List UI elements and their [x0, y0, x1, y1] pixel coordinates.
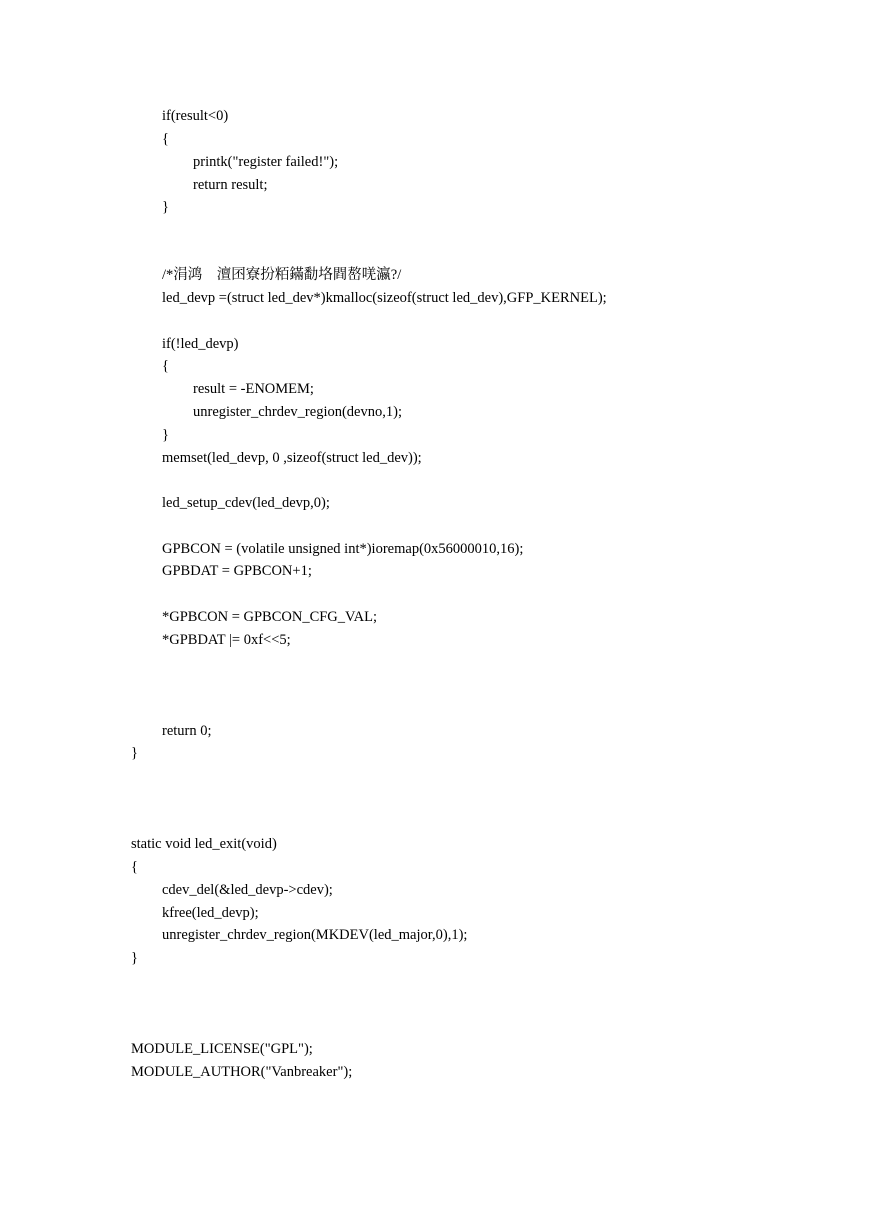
code-line: GPBCON = (volatile unsigned int*)ioremap(0x56000010,16); — [162, 541, 524, 557]
code-line: led_setup_cdev(led_devp,0); — [162, 495, 330, 511]
code-line: led_devp =(struct led_dev*)kmalloc(sizeof(struct led_dev),GFP_KERNEL); — [162, 290, 607, 306]
code-line: cdev_del(&led_devp->cdev); — [162, 882, 333, 898]
code-line: return 0; — [162, 723, 212, 739]
code-line: static void led_exit(void) — [131, 836, 277, 852]
code-comment: /*涓鸿 澶囨寮扮粨鏋勫垎閰嶅唴瀛?/ — [162, 267, 402, 283]
code-line: { — [162, 358, 169, 374]
code-line: GPBDAT = GPBCON+1; — [162, 563, 312, 579]
code-line: } — [162, 427, 169, 443]
code-line: printk("register failed!"); — [193, 154, 339, 170]
code-line: { — [162, 131, 169, 147]
code-line: { — [131, 859, 138, 875]
code-line: if(result<0) — [162, 108, 229, 124]
code-line: kfree(led_devp); — [162, 905, 259, 921]
code-line: return result; — [193, 177, 268, 193]
code-line: MODULE_AUTHOR("Vanbreaker"); — [131, 1064, 353, 1080]
code-line: result = -ENOMEM; — [193, 381, 314, 397]
code-line: unregister_chrdev_region(MKDEV(led_major,0),1); — [162, 927, 468, 943]
code-line: *GPBCON = GPBCON_CFG_VAL; — [162, 609, 377, 625]
code-line: } — [162, 199, 169, 215]
code-line: } — [131, 745, 138, 761]
code-line: *GPBDAT |= 0xf<<5; — [162, 632, 291, 648]
code-line: unregister_chrdev_region(devno,1); — [193, 404, 402, 420]
code-line: memset(led_devp, 0 ,sizeof(struct led_dev)); — [162, 450, 422, 466]
code-line: MODULE_LICENSE("GPL"); — [131, 1041, 313, 1057]
code-line: if(!led_devp) — [162, 336, 239, 352]
code-line: } — [131, 950, 138, 966]
